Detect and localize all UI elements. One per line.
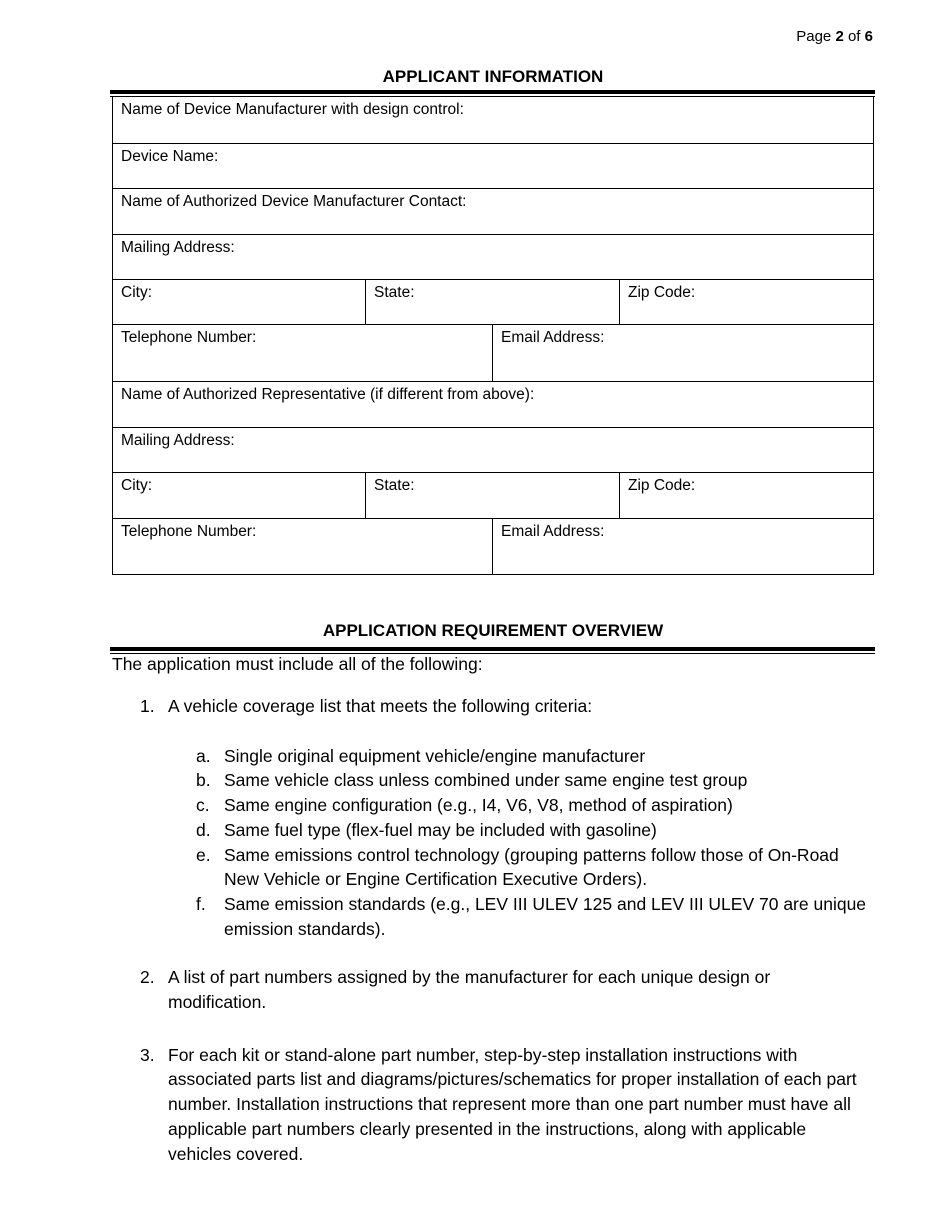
state-field[interactable] [366,280,620,325]
zip-code-label: Zip Code: [628,284,696,301]
item-text: Single original equipment vehicle/engine manufacturer [224,745,646,766]
page-current: 2 [835,28,844,45]
item-letter: e. [196,844,211,865]
rep-zip-code-label: Zip Code: [628,477,696,494]
overview-intro: The application must include all of the following: [112,654,483,674]
contact-label: Name of Authorized Device Manufacturer Contact: [121,193,467,210]
item-text: A list of part numbers assigned by the manufacturer for each unique design or modification. [168,967,771,1013]
email-field[interactable] [493,325,874,382]
list-item [168,744,872,769]
representative-label: Name of Authorized Representative (if different from above): [121,386,535,403]
item-number: 2. [140,967,155,988]
rep-city-label: City: [121,477,152,494]
page-number [796,28,873,45]
device-name-label: Device Name: [121,148,219,165]
zip-code-field[interactable] [620,280,874,325]
item-letter: d. [196,819,211,840]
list-item [112,965,872,1014]
applicant-form [112,96,874,575]
item-letter: f. [196,893,206,914]
telephone-label: Telephone Number: [121,329,257,346]
mailing-address-field[interactable] [113,235,874,280]
item-text: Same emission standards (e.g., LEV III ULEV 125 and LEV III ULEV 70 are unique emission standards). [224,893,867,939]
rep-telephone-label: Telephone Number: [121,523,257,540]
list-item [112,694,872,941]
item-number: 1. [140,696,155,716]
item-text: A vehicle coverage list that meets the following criteria: [168,696,593,716]
item-letter: c. [196,795,210,816]
applicant-info-title: APPLICANT INFORMATION [382,67,604,86]
page-total: 6 [864,28,873,45]
item-text: Same emissions control technology (grouping patterns follow those of On-Road New Vehicle or Engine Certification Executive Orders). [224,844,839,890]
email-label: Email Address: [501,329,605,346]
rep-mailing-address-field[interactable] [113,428,874,473]
page-prefix: Page [796,28,832,45]
rep-city-field[interactable] [113,473,366,519]
list-item [112,1043,872,1167]
list-item [168,768,872,793]
list-item [168,818,872,843]
overview-title-rule [110,647,875,654]
telephone-field[interactable] [113,325,493,382]
representative-field[interactable] [113,382,874,428]
rep-state-label: State: [374,477,415,494]
item-letter: b. [196,770,211,791]
item-number: 3. [140,1044,155,1065]
rep-zip-code-field[interactable] [620,473,874,519]
page-sep: of [847,28,861,45]
item-text: Same vehicle class unless combined under same engine test group [224,770,748,791]
overview-title: APPLICATION REQUIREMENT OVERVIEW [322,621,664,640]
city-field[interactable] [113,280,366,325]
device-name-field[interactable] [113,144,874,189]
item-text: Same engine configuration (e.g., I4, V6, V8, method of aspiration) [224,795,733,816]
rep-mailing-address-label: Mailing Address: [121,432,235,449]
item-text: For each kit or stand-alone part number, step-by-step installation instructions with associated parts list and diagrams/pictures/schematics for proper installation of each part number. Installation instructions that represent more than one part number must have all applicable part numbers clearly presented in the instructions, along with applicable vehicles covered. [168,1044,857,1164]
rep-state-field[interactable] [366,473,620,519]
list-item [168,793,872,818]
rep-email-field[interactable] [493,519,874,575]
city-label: City: [121,284,152,301]
item-text: Same fuel type (flex-fuel may be included with gasoline) [224,819,657,840]
list-item [168,892,872,941]
manufacturer-label: Name of Device Manufacturer with design control: [121,101,464,118]
contact-field[interactable] [113,189,874,235]
rep-email-label: Email Address: [501,523,605,540]
list-item [168,843,872,892]
requirements-list [112,694,872,1166]
criteria-list [168,744,872,942]
manufacturer-field[interactable] [113,97,874,144]
rep-telephone-field[interactable] [113,519,493,575]
item-letter: a. [196,745,211,766]
mailing-address-label: Mailing Address: [121,239,235,256]
state-label: State: [374,284,415,301]
